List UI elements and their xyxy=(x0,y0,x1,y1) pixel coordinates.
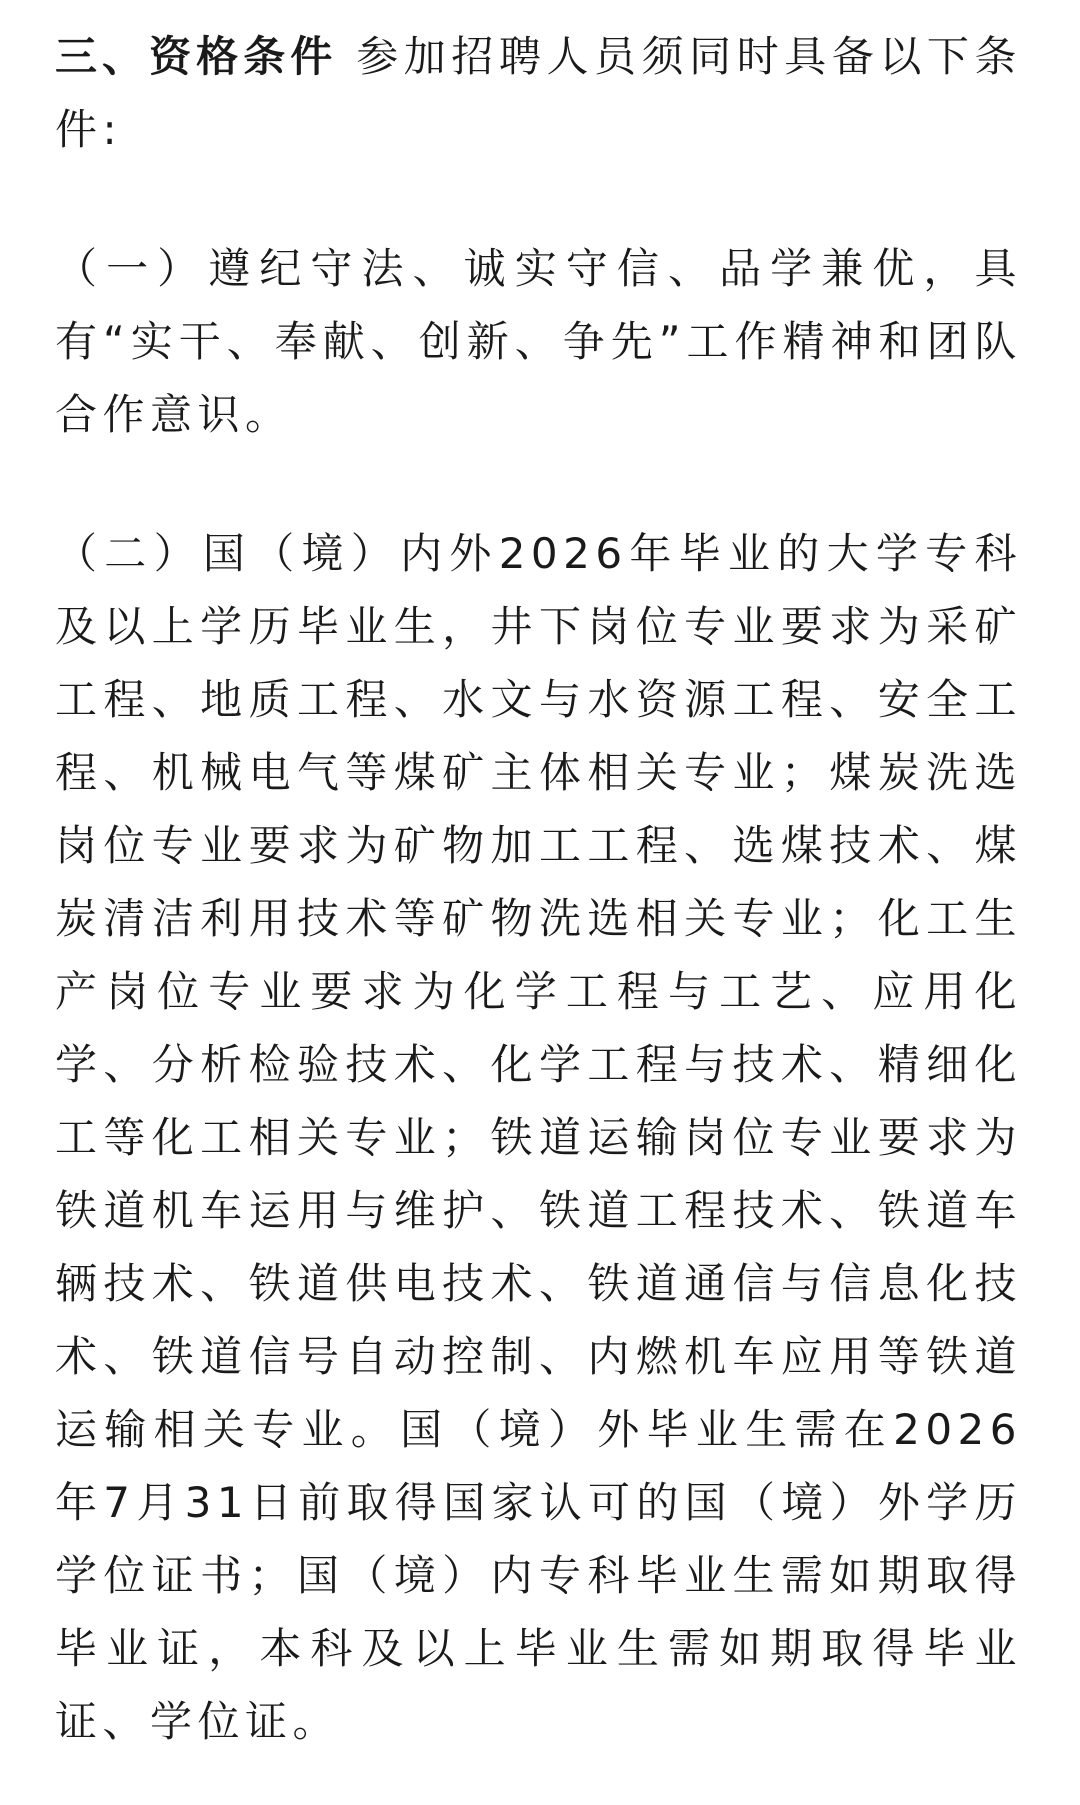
section-heading: 三、资格条件 xyxy=(55,32,338,81)
section-intro xyxy=(55,20,1022,166)
condition-paragraph-1: （一）遵纪守法、诚实守信、品学兼优，具有“实干、奉献、创新、争先”工作精神和团队合作意识。 xyxy=(55,244,1022,439)
condition-paragraph-2: （二）国（境）内外2026年毕业的大学专科及以上学历毕业生，井下岗位专业要求为采矿工程、地质工程、水文与水资源工程、安全工程、机械电气等煤矿主体相关专业；煤炭洗选岗位专业要求为矿物加工工程、选煤技术、煤炭清洁利用技术等矿物洗选相关专业；化工生产岗位专业要求为化学工程与工艺、应用化学、分析检验技术、化学工程与技术、精细化工等化工相关专业；铁道运输岗位专业要求为铁道机车运用与维护、铁道工程技术、铁道车辆技术、铁道供电技术、铁道通信与信息化技术、铁道信号自动控制、内燃机车应用等铁道运输相关专业。国（境）外毕业生需在2026年7月31日前取得国家认可的国（境）外学历学位证书；国（境）内专科毕业生需如期取得毕业证，本科及以上毕业生需如期取得毕业证、学位证。 xyxy=(55,529,1022,1746)
section-intro-text: 参加招聘人员须同时具备以下条件: xyxy=(55,32,1022,154)
